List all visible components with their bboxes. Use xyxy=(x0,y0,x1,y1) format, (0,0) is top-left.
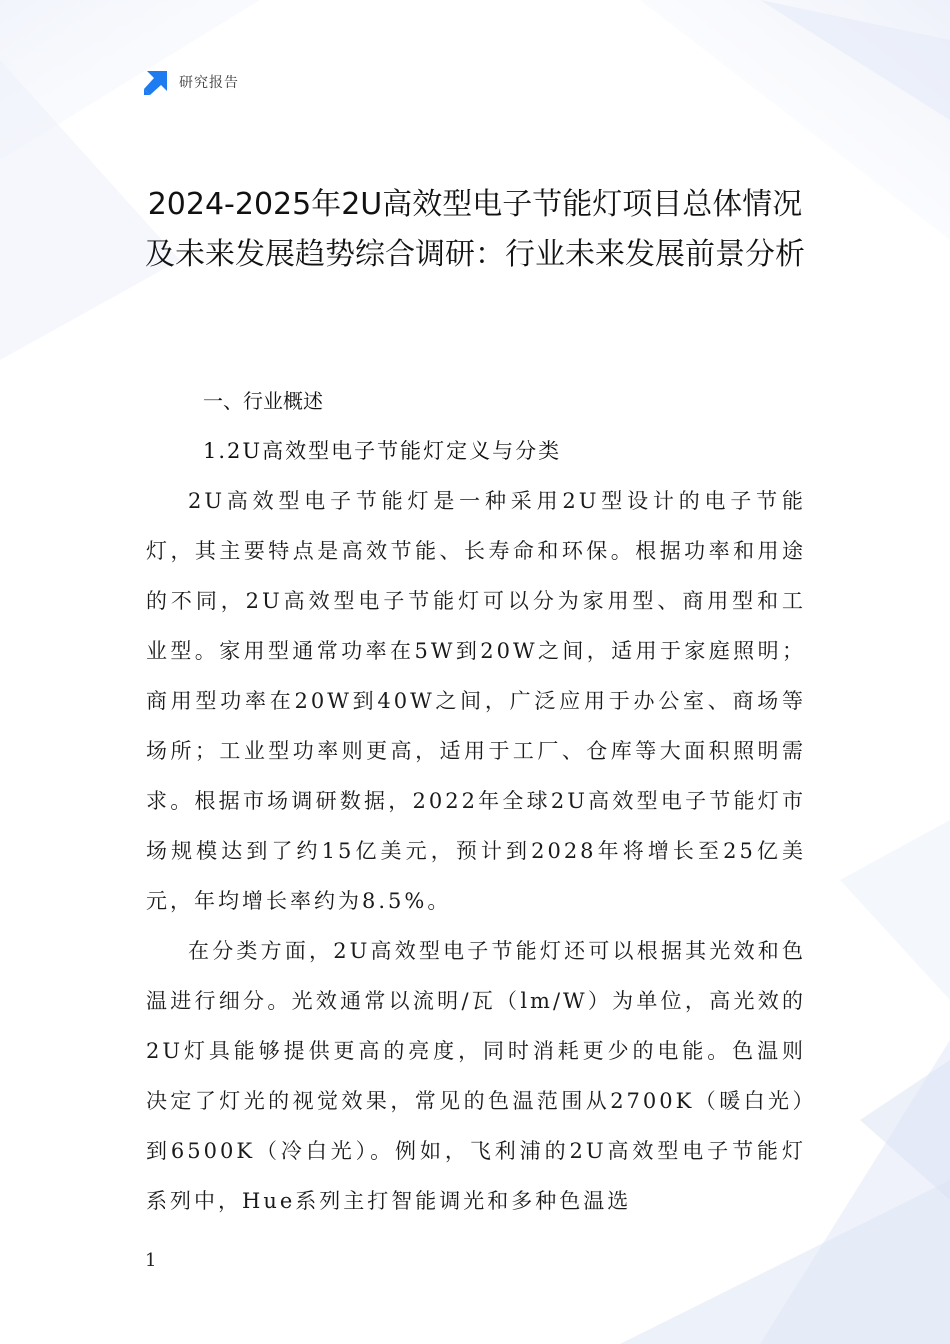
arrow-up-right-icon xyxy=(143,68,170,95)
subsection-heading: 1.2U高效型电子节能灯定义与分类 xyxy=(203,439,562,463)
header-label: 研究报告 xyxy=(179,74,239,91)
document-title: 2024-2025年2U高效型电子节能灯项目总体情况及未来发展趋势综合调研：行业未来发展前景分析 xyxy=(145,187,805,272)
section-heading: 一、行业概述 xyxy=(203,389,323,413)
paragraph: 在分类方面，2U高效型电子节能灯还可以根据其光效和色温进行细分。光效通常以流明/瓦（lm/W）为单位，高光效的2U灯具能够提供更高的亮度，同时消耗更少的电能。色温则决定了灯光的视觉效果，常见的色温范围从2700K（暖白光）到6500K（冷白光）。例如，飞利浦的2U高效型电子节能灯系列中，Hue系列主打智能调光和多种色温选 xyxy=(146,939,806,1213)
report-header xyxy=(143,68,239,95)
paragraph: 2U高效型电子节能灯是一种采用2U型设计的电子节能灯，其主要特点是高效节能、长寿命和环保。根据功率和用途的不同，2U高效型电子节能灯可以分为家用型、商用型和工业型。家用型通常功率在5W到20W之间，适用于家庭照明；商用型功率在20W到40W之间，广泛应用于办公室、商场等场所；工业型功率则更高，适用于工厂、仓库等大面积照明需求。根据市场调研数据，2022年全球2U高效型电子节能灯市场规模达到了约15亿美元，预计到2028年将增长至25亿美元，年均增长率约为8.5%。 xyxy=(146,489,806,913)
page-number: 1 xyxy=(145,1250,157,1271)
body-text xyxy=(146,476,806,1226)
